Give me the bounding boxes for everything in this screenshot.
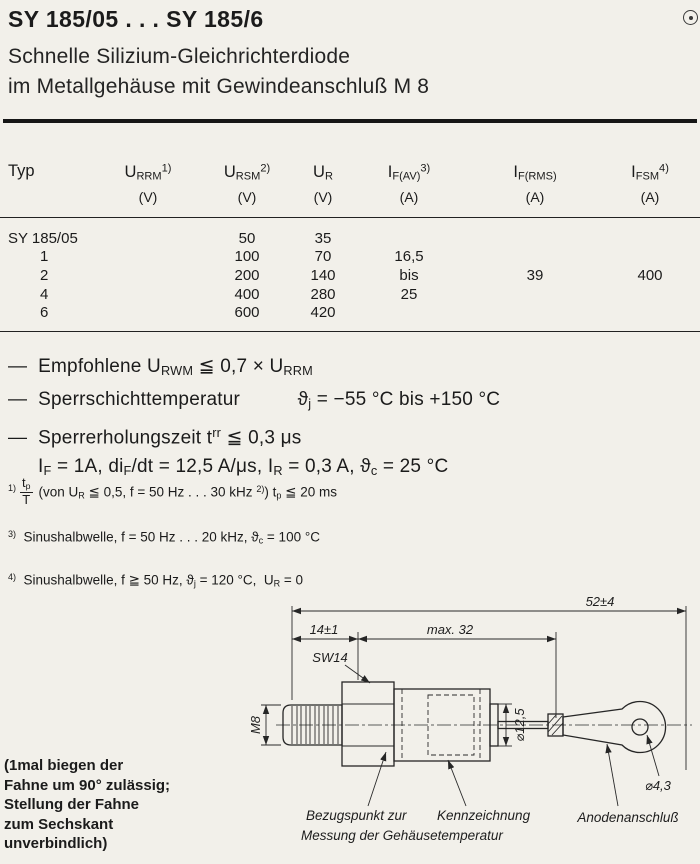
title-divider-rule [3,119,697,123]
footnote-3: $^{3)}$ Sinushalbwelle, f = 50 Hz . . . 20 kHz, $ϑ_c = 100$ °C [8,529,320,546]
ratings-table [0,158,700,332]
hex-nut-shape [342,682,394,766]
col-header-urrm: $U_{RRM}^{1)}$ (V) [100,158,196,218]
table-row: SY 185/05 50 35 [8,230,332,248]
col-header-ursm: $U_{RSM}^{2)}$ (V) [196,158,298,218]
reference-point-caption-line2: Messung der Gehäusetemperatur [301,828,503,843]
package-drawing-section [0,594,700,864]
footnotes [8,476,700,593]
hex-width-label: SW14 [312,650,348,665]
subtitle [8,42,692,102]
col-header-ifrms: $I_{F(RMS)}$ (A) [470,158,600,218]
anode-caption: Anodenanschluß [577,810,679,825]
body-diameter-label: ⌀12,5 [512,708,527,742]
thread-size-label: M8 [248,715,263,735]
col-header-ifav: $I_{F(AV)}^{3)}$ (A) [348,158,470,218]
package-drawing [0,594,700,864]
note-junction-temperature: — Sperrschichttemperatur $ϑ_j = -55$ °C bis +150 °C [8,389,501,412]
subtitle-line-1: Schnelle Silizium-Gleichrichterdiode [8,45,351,68]
anode-arrow [607,744,618,806]
bend-note: (1mal biegen der Fahne um 90° zulässig; Stellung der Fahne zum Sechskant unverbindlich) [4,757,171,852]
note-recovery-time: — Sperrerholungszeit $t^{rr}$ ≦ 0,3 μs [8,425,302,449]
footnote-1-text: (von $U_R$ ≦ 0,5, f = 50 Hz . . . 30 kHz $^{2)}$) $t_p$ ≦ 20 ms [38,483,337,501]
page-title: SY 185/05 . . . SY 185/6 [8,6,264,32]
table-row: 1 100 70 16,5 [40,248,424,266]
dim-body-label: max. 32 [426,622,474,637]
col-header-ifsm: $I_{FSM}^{4)}$ (A) [600,158,700,218]
table-row: 4 400 280 25 [40,286,418,304]
characteristics-notes [8,352,700,486]
note-urwm: — Empfohlene $U_{RWM}$ ≦ $0,7 \times U_{RRM}$ [8,356,313,379]
footnote-4: $^{4)}$ Sinushalbwelle, f ≧ 50 Hz, $ϑ_j = 120$ °C, $U_R = 0$ [8,571,304,589]
table-header-row [0,158,700,218]
marking-caption: Kennzeichnung [437,808,531,823]
footnote-1-marker: 1) [8,483,17,493]
hex-width-leader [345,665,370,683]
note-recovery-conditions: $I_F = 1A$, $di_F/dt = 12,5$ A/μs, $I_R = 0,3$ A, $ϑ_c = 25$ °C [38,456,449,479]
col-header-typ: Typ [0,158,100,218]
dim-stud-label: 14±1 [309,622,339,637]
footnote-1 [8,476,700,508]
target-circle-icon [683,10,698,25]
table-row: 2 200 140 bis 39 400 [40,267,663,285]
fraction-tp-over-T: $\frac{t_p}{T}$ [22,475,31,508]
reference-point-arrow [368,752,386,806]
subtitle-line-2: im Metallgehäuse mit Gewindeanschluß M 8 [8,74,430,98]
table-row: 6 600 420 [0,304,700,332]
marking-arrow [448,760,466,806]
hole-dia-leader [647,735,659,776]
dim-overall-label: 52±4 [585,594,615,609]
reference-point-caption-line1: Bezugspunkt zur [306,808,407,823]
terminal-hole [632,719,648,735]
header [8,6,692,102]
hole-diameter-label: ⌀4,3 [645,778,671,793]
col-header-ur: $U_R$ (V) [298,158,348,218]
